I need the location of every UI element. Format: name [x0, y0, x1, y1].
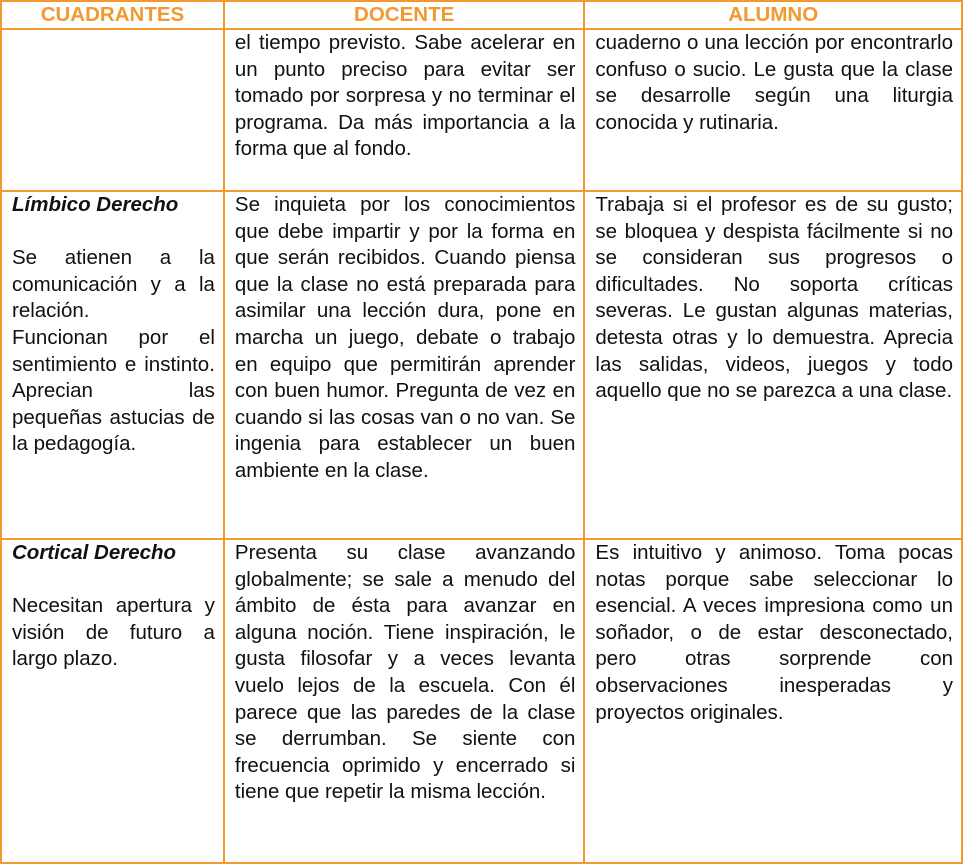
- header-row: [1, 1, 962, 29]
- alumno-cell: [584, 191, 962, 539]
- alumno-cell: [584, 29, 962, 191]
- quadrant-description: Se atienen a la comunicación y a la relación.: [12, 246, 215, 323]
- header-cuadrantes: CUADRANTES: [1, 1, 224, 29]
- quadrant-cell-empty: [1, 29, 224, 191]
- quadrant-cell: [1, 539, 224, 863]
- alumno-text: cuaderno o una lección por encontrarlo confuso o sucio. Le gusta que la clase se desarrolle según una liturgia conocida y rutinaria.: [595, 31, 953, 134]
- docente-cell: [224, 191, 585, 539]
- alumno-text: Trabaja si el profesor es de su gusto; se bloquea y despista fácilmente si no se consideran sus progresos o dificultades. No soporta críticas severas. Le gustan algunas materias, detesta otras y lo demuestra. Aprecia las salidas, videos, juegos y todo aquello que no se parezca a una clase.: [595, 193, 953, 403]
- header-alumno: ALUMNO: [584, 1, 962, 29]
- alumno-cell: [584, 539, 962, 863]
- header-docente: DOCENTE: [224, 1, 585, 29]
- docente-cell: [224, 539, 585, 863]
- quadrant-description: Necesitan apertura y visión de futuro a largo plazo.: [12, 594, 215, 671]
- alumno-text: Es intuitivo y animoso. Toma pocas notas porque sabe seleccionar lo esencial. A veces impresiona como un soñador, o de estar desconectado, pero otras sorprende con observaciones inesperadas y proyectos originales.: [595, 541, 953, 724]
- quadrant-description: Funcionan por el sentimiento e instinto. Aprecian las pequeñas astucias de la pedagogía.: [12, 325, 215, 456]
- docente-text: el tiempo previsto. Sabe acelerar en un punto preciso para evitar ser tomado por sorpresa y no terminar el programa. Da más importancia a la forma que al fondo.: [234, 31, 576, 161]
- docente-text: Se inquieta por los conocimientos que debe impartir y por la forma en que serán recibidos. Cuando piensa que la clase no está preparada para asimilar una lección dura, pone en marcha un juego, debate o trabajo en equipo que permitirán aprender con buen humor. Pregunta de vez en cuando si las cosas van o no van. Se ingenia para establecer un buen ambiente en la clase.: [234, 193, 576, 482]
- table-row-limbico-derecho: [1, 191, 962, 539]
- docente-cell: [224, 29, 585, 191]
- table-row-cortical-derecho: [1, 539, 962, 863]
- docente-text: Presenta su clase avanzando globalmente; se sale a menudo del ámbito de ésta para avanzar en alguna noción. Tiene inspiración, le gusta filosofar y a veces levanta vuelo lejos de la escuela. Con él parece que las paredes de la clase se derrumban. Se siente con frecuencia oprimido y encerrado si tiene que repetir la misma lección.: [234, 541, 576, 804]
- quadrant-title: Límbico Derecho: [12, 193, 179, 216]
- table-row-continuation: [1, 29, 962, 191]
- quadrant-title: Cortical Derecho: [12, 541, 177, 564]
- quadrant-cell: [1, 191, 224, 539]
